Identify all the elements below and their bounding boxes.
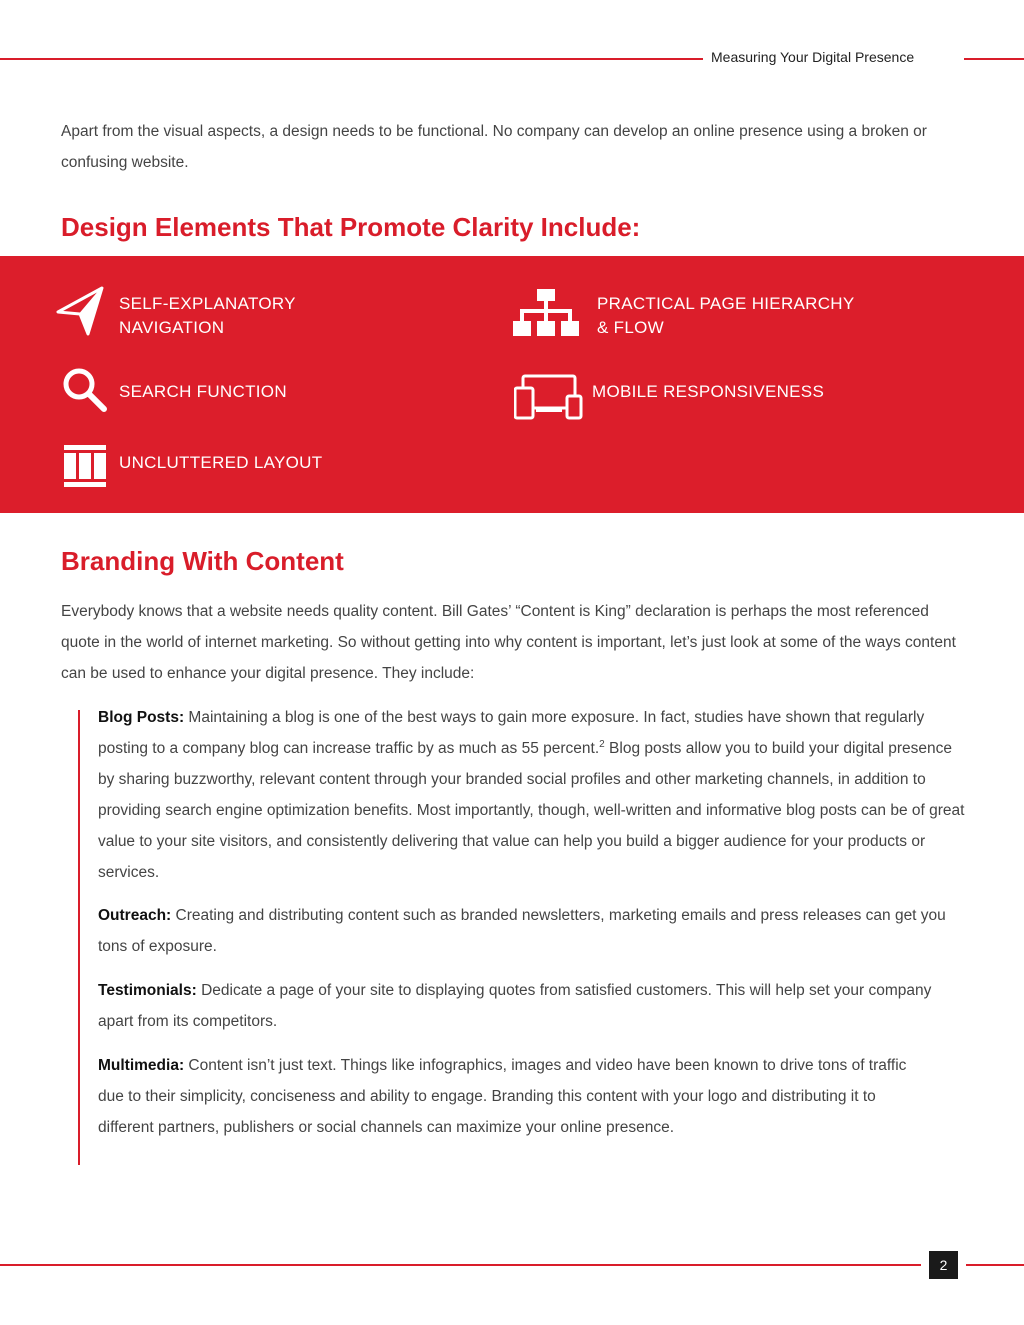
intro-paragraph: Apart from the visual aspects, a design needs to be functional. No company can develop an online presence using a broken or confusing website. (61, 123, 927, 171)
entry-label: Multimedia: (98, 1057, 185, 1074)
item-label: SELF-EXPLANATORY (119, 294, 296, 313)
item-label: NAVIGATION (119, 318, 225, 337)
entry-label: Outreach: (98, 907, 172, 924)
entry-text: Dedicate a page of your site to displaying quotes from satisfied customers. This will help set your company apart from its competitors. (98, 982, 932, 1030)
list-accent-bar (78, 710, 80, 1165)
layout-icon (64, 445, 106, 487)
item-label: UNCLUTTERED LAYOUT (119, 453, 323, 472)
item-label: & FLOW (597, 318, 664, 337)
branding-paragraph: Everybody knows that a website needs quality content. Bill Gates’ “Content is King” declaration is perhaps the most referenced quote in the world of internet marketing. So without getting into why content is important, let’s just look at some of the ways content can be used to enhance your digital presence. They include: (61, 603, 956, 682)
item-search-function (119, 380, 287, 404)
item-label: MOBILE RESPONSIVENESS (592, 382, 825, 401)
list-item-testimonials (98, 975, 968, 1037)
item-page-hierarchy-flow (597, 292, 855, 340)
list-item-outreach (98, 900, 968, 962)
item-self-explanatory-navigation (119, 292, 296, 340)
list-item-multimedia (98, 1050, 913, 1143)
item-uncluttered-layout (119, 451, 322, 475)
footer-rule-left (0, 1264, 921, 1266)
navigation-arrow-icon (56, 286, 104, 336)
header-rule-right (964, 58, 1024, 60)
header-rule-left (0, 58, 703, 60)
footer-rule-right (966, 1264, 1024, 1266)
running-header-title: Measuring Your Digital Presence (711, 49, 915, 65)
entry-text: Content isn’t just text. Things like infographics, images and video have been known to drive tons of traffic due to their simplicity, conciseness and ability to engage. Branding this content with your logo and distributing it to different partners, publishers or social channels can maximize your online presence. (98, 1057, 907, 1136)
entry-label: Testimonials: (98, 982, 197, 999)
hierarchy-icon (513, 289, 579, 337)
footnote-marker: 2 (599, 738, 605, 750)
search-icon (62, 367, 108, 413)
entry-text: Blog posts allow you to build your digital presence by sharing buzzworthy, relevant content through your branded social profiles and other marketing channels, in addition to providing search engine optimization benefits. Most importantly, though, well-written and informative blog posts can be of great value to your site visitors, and consistently delivering that value can help you build a bigger audience for your products or services. (98, 740, 965, 881)
entry-text: Maintaining a blog is one of the best ways to gain more exposure. In fact, studies have shown that regularly posting to a company blog can increase traffic by as much as 55 percent. (98, 709, 925, 757)
entry-label: Blog Posts: (98, 709, 185, 726)
page-number: 2 (929, 1251, 958, 1279)
design-elements-band (0, 256, 1024, 513)
branding-heading: Branding With Content (61, 546, 344, 576)
devices-icon (514, 374, 584, 420)
list-item-blog-posts (98, 702, 968, 888)
item-label: PRACTICAL PAGE HIERARCHY (597, 294, 855, 313)
item-mobile-responsiveness (592, 380, 824, 404)
design-elements-heading: Design Elements That Promote Clarity Include: (61, 212, 641, 242)
item-label: SEARCH FUNCTION (119, 382, 287, 401)
entry-text: Creating and distributing content such as branded newsletters, marketing emails and press releases can get you tons of exposure. (98, 907, 946, 955)
